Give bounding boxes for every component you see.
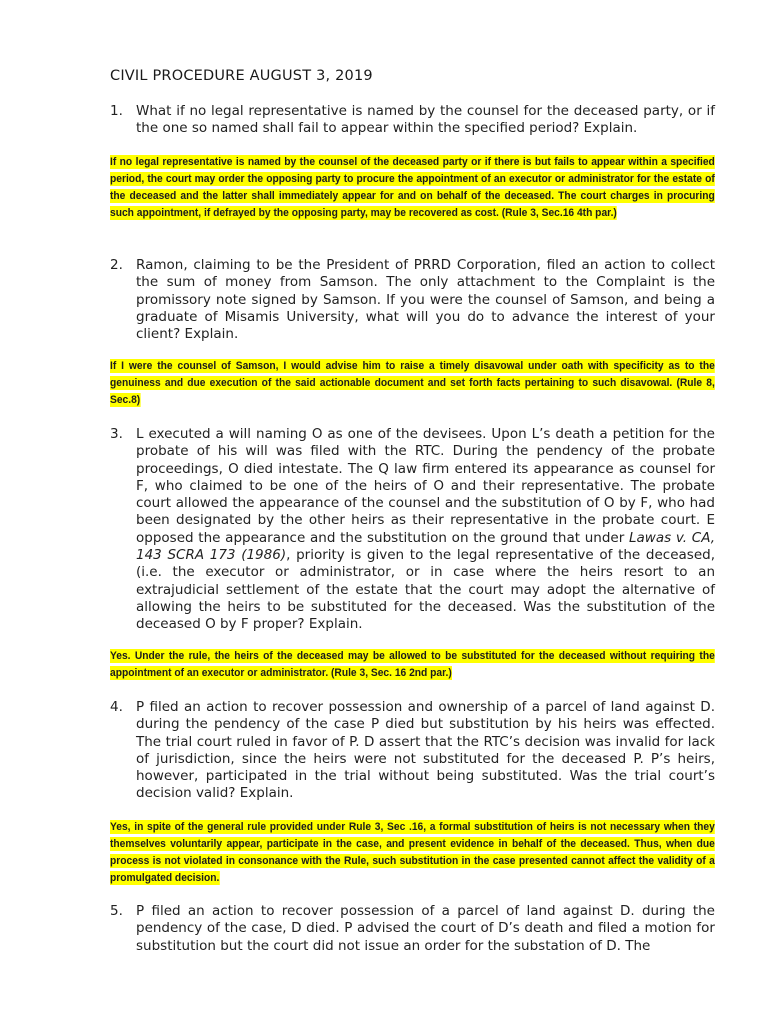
question-number: 4. [110, 699, 123, 715]
answer-1 [110, 154, 715, 222]
highlighted-answer-text: Yes. Under the rule, the heirs of the deceased may be allowed to be substituted for the deceased without requiring the appointment of an executor or administrator. (Rule 3, Sec. 16 2nd par.) [110, 650, 715, 679]
question-number: 5. [110, 903, 123, 919]
case-citation: Lawas v. CA, 143 SCRA 173 (1986) [136, 529, 715, 564]
highlighted-answer-text: Yes, in spite of the general rule provided under Rule 3, Sec .16, a formal substitution of heirs is not necessary when they themselves voluntarily appear, participate in the case, and present evidence in behalf of the deceased. Thus, when due process is not violated in consonance with the Rule, such substitution in the case presented cannot affect the validity of a promulgated decision. [110, 821, 715, 884]
question-number: 1. [110, 103, 123, 119]
question-text [136, 426, 715, 634]
answer-3 [110, 648, 715, 682]
question-text: P filed an action to recover possession and ownership of a parcel of land against D. during the pendency of the case P died but substitution by his heirs was effected. The trial court ruled in favor of P. D assert that the RTC’s decision was invalid for lack of jurisdiction, since the heirs were not substituted for the deceased P. P’s heirs, however, participated in the trial without being substituted. Was the trial court’s decision valid? Explain. [136, 699, 715, 802]
question-text-part: L executed a will naming O as one of the devisees. Upon L’s death a petition for the probate of his will was filed with the RTC. During the pendency of the probate proceedings, O died intestate. The Q law firm entered its appearance as counsel for F, who claimed to be one of the heirs of O and their representative. The probate court allowed the appearance of the counsel and the substitution of O by F, who had been designated by the other heirs as their representative in the probate court. E opposed the appearance and the substitution on the ground that under [136, 426, 715, 546]
question-1 [110, 103, 715, 138]
answer-2 [110, 358, 715, 409]
highlighted-answer-text: If no legal representative is named by the counsel of the deceased party or if there is but fails to appear within a specified period, the court may order the opposing party to procure the appointment of an executor or administrator for the estate of the deceased and the latter shall immediately appear for and on behalf of the deceased. The court charges in procuring such appointment, if defrayed by the opposing party, may be recovered as cost. (Rule 3, Sec.16 4th par.) [110, 156, 715, 219]
document-title: CIVIL PROCEDURE AUGUST 3, 2019 [110, 68, 373, 84]
question-2 [110, 257, 715, 343]
question-4 [110, 699, 715, 803]
question-text: P filed an action to recover possession of a parcel of land against D. during the pendency of the case, D died. P advised the court of D’s death and filed a motion for substitution but the court did not issue an order for the substation of D. The [136, 903, 715, 954]
question-3 [110, 426, 715, 634]
highlighted-answer-text: If I were the counsel of Samson, I would advise him to raise a timely disavowal under oath with specificity as to the genuiness and due execution of the said actionable document and set forth facts pertaining to such disavowal. (Rule 8, Sec.8) [110, 360, 715, 406]
answer-4 [110, 819, 715, 887]
question-number: 3. [110, 426, 123, 442]
question-text: What if no legal representative is named by the counsel for the deceased party, or if the one so named shall fail to appear within the specified period? Explain. [136, 103, 715, 137]
question-5 [110, 903, 715, 955]
question-text-part: , priority is given to the legal representative of the deceased, (i.e. the executor or administrator, or in case where the heirs resort to an extrajudicial settlement of the estate that the court may adopt the alternative of allowing the heirs to be substituted for the deceased. Was the substitution of the deceased O by F proper? Explain. [136, 547, 715, 633]
question-text: Ramon, claiming to be the President of PRRD Corporation, filed an action to collect the sum of money from Samson. The only attachment to the Complaint is the promissory note signed by Samson. If you were the counsel of Samson, and being a graduate of Misamis University, what will you do to advance the interest of your client? Explain. [136, 257, 715, 343]
question-number: 2. [110, 257, 123, 273]
